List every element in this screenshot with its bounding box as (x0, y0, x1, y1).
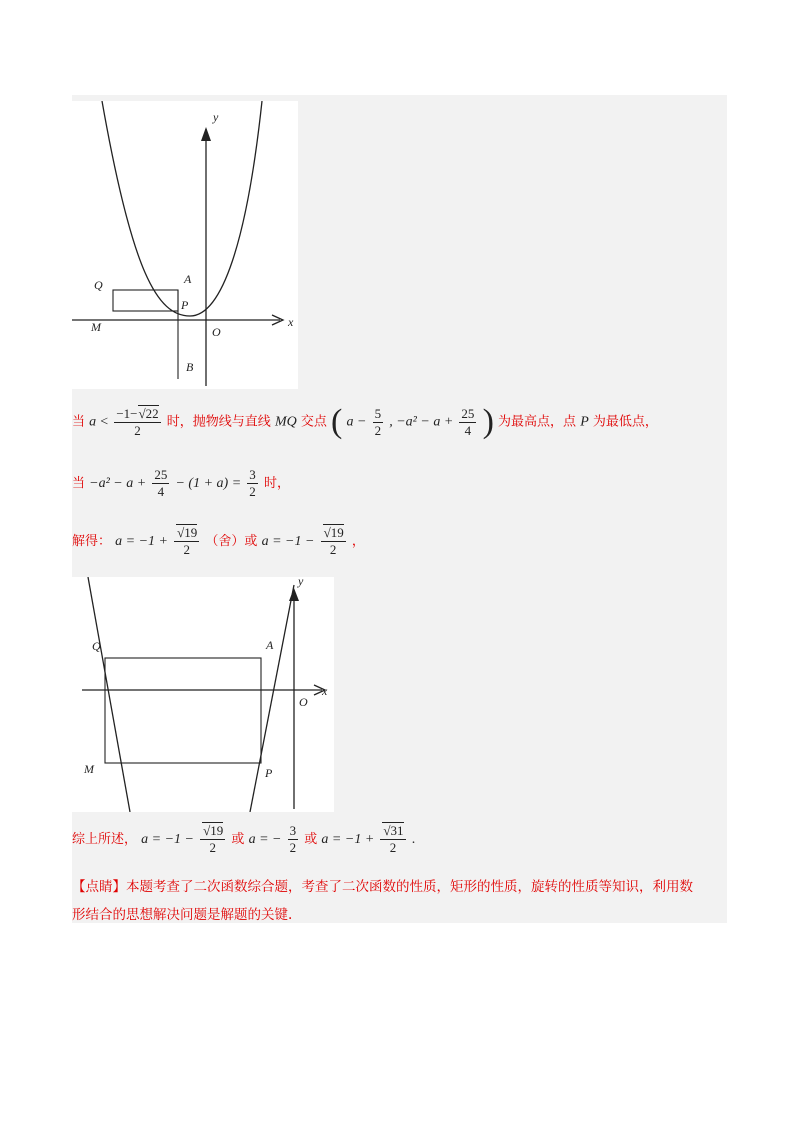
line1-frac-3 (459, 406, 476, 439)
line3-expr2: a = −1 − (261, 534, 315, 549)
text-line-3 (72, 525, 365, 558)
line1-end2: 为最低点， (592, 414, 658, 430)
label-a-1: A (184, 272, 192, 286)
line3-f1-sqrt: 19 (184, 525, 198, 540)
line3-f2-den: 2 (329, 542, 337, 557)
parabola-2-left (88, 577, 130, 812)
text-line-1 (72, 403, 658, 441)
comment-line-1 (72, 875, 693, 895)
line1-mid-text: 时，抛物线与直线 (166, 414, 271, 430)
parabola-1 (102, 101, 262, 316)
line1-num: −1− (116, 405, 138, 421)
line1-mq: MQ (274, 414, 297, 430)
line1-lt: < (100, 414, 109, 430)
line2-frac-1 (152, 467, 169, 500)
line3-f1-den: 2 (183, 542, 190, 557)
line2-expr2: − (1 + a) = (175, 476, 242, 491)
line1-p: P (580, 414, 589, 430)
line4-f3-den: 2 (389, 840, 397, 855)
line2-expr1: −a² − a + (89, 476, 147, 491)
line3-f2-sqrt: 19 (330, 525, 344, 540)
rectangle-2 (105, 658, 261, 763)
comment-text-2: 形结合的思想解决问题是解题的关键. (72, 907, 293, 923)
label-x-1: x (288, 315, 294, 329)
label-x-2: x (322, 684, 328, 698)
line4-f1-sqrt: 19 (210, 823, 224, 838)
label-m-2: M (84, 762, 94, 776)
line1-sqrt: 22 (145, 405, 159, 421)
line1-f1-den: 2 (374, 422, 382, 438)
line4-f2-den: 2 (289, 840, 297, 855)
line1-jiaodian: 交点 (300, 414, 327, 430)
line3-expr1: a = −1 + (115, 534, 168, 549)
line1-f2-den: 4 (464, 422, 472, 438)
line3-prefix: 解得： (72, 534, 112, 549)
line4-f3-sqrt: 31 (390, 823, 404, 838)
line2-frac-2 (247, 467, 258, 500)
line2-suffix: 时， (263, 476, 290, 491)
comment-text-1: 本题考查了二次函数综合题，考查了二次函数的性质，矩形的性质，旋转的性质等知识，利用数 (126, 879, 693, 895)
line4-prefix: 综上所述， (72, 832, 138, 847)
line4-frac-3: $\frac{√31}{2}$ (380, 823, 405, 856)
line4-suffix: . (411, 832, 416, 847)
line1-end1: 为最高点，点 (498, 414, 577, 430)
y-arrow-2 (289, 588, 299, 601)
line2-prefix: 当 (72, 476, 86, 491)
line4-expr2: a = − (248, 832, 282, 847)
line2-f-num: 25 (154, 467, 168, 482)
line3-she: （舍）或 (205, 534, 258, 549)
figure-2-graph (72, 577, 334, 812)
line4-or1: 或 (231, 832, 245, 847)
line4-expr1: a = −1 − (141, 832, 194, 847)
line1-den: 2 (134, 422, 141, 438)
label-o-1: O (212, 325, 221, 339)
line1-frac: $\frac{-1-√22}{2}$ (116, 405, 159, 438)
line4-expr3: a = −1 + (321, 832, 375, 847)
figure-1-graph (72, 101, 298, 389)
text-line-2 (72, 467, 290, 500)
line1-coord-mid: , −a² − a + (389, 414, 454, 430)
comment-line-2 (72, 903, 292, 923)
line1-prefix: 当 (72, 414, 86, 430)
line4-frac-2 (288, 823, 299, 856)
line4-frac-1: $\frac{√19}{2}$ (200, 823, 225, 856)
y-arrow-1 (201, 127, 211, 141)
label-m-1: M (91, 320, 101, 334)
line4-f2-num: 3 (289, 823, 297, 838)
line1-a: a (89, 414, 97, 430)
line4-or2: 或 (304, 832, 318, 847)
label-y-2: y (298, 577, 304, 588)
label-a-2: A (266, 638, 274, 652)
line1-lparen: ( (331, 403, 343, 440)
label-b-1: B (186, 360, 194, 374)
line2-r-den: 2 (249, 484, 256, 499)
line1-rparen: ) (482, 403, 494, 440)
line3-suffix: ， (351, 534, 365, 549)
line2-r-num: 3 (249, 467, 256, 482)
line1-f1-num: 5 (374, 405, 382, 421)
label-p-1: P (181, 298, 189, 312)
comment-tag: 【点睛】 (72, 879, 126, 895)
line4-f1-den: 2 (209, 840, 216, 855)
line2-f-den: 4 (157, 484, 165, 499)
line1-coord-a: a − (346, 414, 367, 430)
solution-panel (72, 95, 727, 923)
line3-frac-1: $\frac{√19}{2}$ (174, 525, 199, 558)
figure-1-svg (72, 101, 298, 389)
label-q-2: Q (92, 639, 101, 653)
line1-frac-2 (373, 406, 384, 439)
label-y-1: y (213, 110, 219, 124)
line1-f2-num: 25 (461, 405, 475, 421)
text-line-4 (72, 823, 415, 856)
label-q-1: Q (94, 278, 103, 292)
figure-2-svg (72, 577, 334, 812)
label-o-2: O (299, 695, 308, 709)
label-p-2: P (265, 766, 273, 780)
line3-frac-2: $\frac{√19}{2}$ (321, 525, 346, 558)
